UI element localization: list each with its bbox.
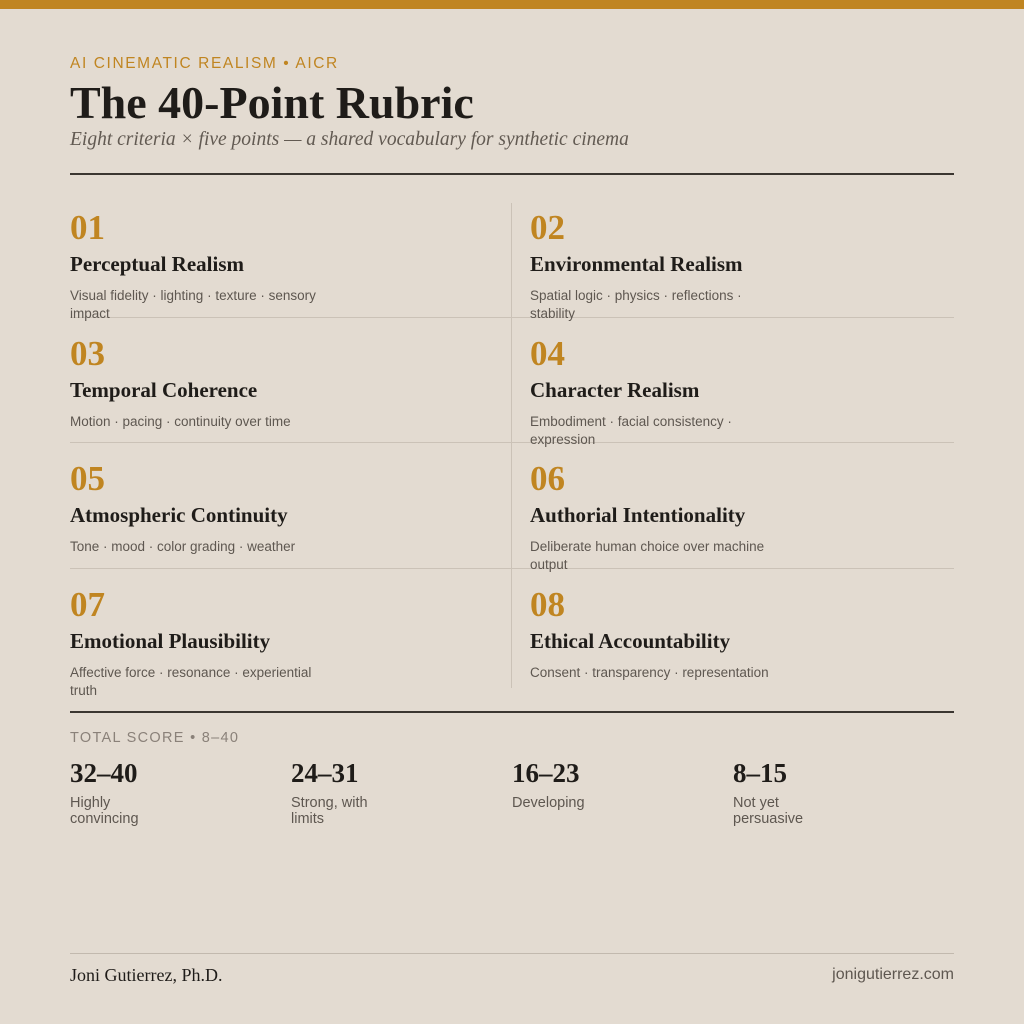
footer-divider [70,953,954,954]
score-band [733,759,933,828]
criterion-description: Spatial logic · physics · reflections · stability [530,288,742,321]
criterion-description: Embodiment · facial consistency · expression [530,414,732,447]
criterion-name: Atmospheric Continuity [70,503,288,527]
criterion-01 [70,210,370,322]
page-subtitle: Eight criteria × five points — a shared vocabulary for synthetic cinema [70,129,629,150]
criterion-description: Visual fidelity · lighting · texture · sensory impact [70,288,316,321]
total-score-label: TOTAL SCORE • 8–40 [70,730,240,746]
score-band-label: Highly convincing [70,794,139,828]
score-band [512,759,712,811]
header-divider [70,173,954,175]
criterion-number: 05 [70,459,105,498]
criterion-05 [70,461,370,556]
criterion-name: Environmental Realism [530,252,743,276]
criterion-description: Consent · transparency · representation [530,665,769,681]
score-band-range: 24–31 [291,758,359,788]
criterion-number: 04 [530,334,565,373]
criterion-06 [530,461,830,573]
author-name: Joni Gutierrez, Ph.D. [70,965,223,985]
criterion-number: 07 [70,585,105,624]
criterion-number: 01 [70,208,105,247]
criterion-number: 03 [70,334,105,373]
page-title: The 40-Point Rubric [70,77,474,128]
criterion-number: 08 [530,585,565,624]
criterion-description: Affective force · resonance · experiential truth [70,665,312,698]
criterion-name: Authorial Intentionality [530,503,746,527]
score-band-range: 32–40 [70,758,138,788]
criterion-description: Deliberate human choice over machine output [530,539,765,572]
kicker-label: AI CINEMATIC REALISM • AICR [70,55,339,72]
criterion-07 [70,587,370,699]
criterion-description: Tone · mood · color grading · weather [70,539,296,555]
criterion-number: 02 [530,208,565,247]
website-link[interactable]: jonigutierrez.com [832,966,954,983]
score-divider [70,711,954,713]
score-band-label: Strong, with limits [291,794,368,828]
criterion-name: Emotional Plausibility [70,629,271,653]
score-band-range: 16–23 [512,758,580,788]
criterion-08 [530,587,830,682]
score-band-range: 8–15 [733,758,787,788]
criterion-name: Perceptual Realism [70,252,244,276]
score-band-label: Developing [512,794,585,811]
score-band [70,759,270,828]
criterion-name: Character Realism [530,378,700,402]
criterion-name: Ethical Accountability [530,629,731,653]
score-band-label: Not yet persuasive [733,794,804,828]
score-band [291,759,491,828]
criterion-02 [530,210,830,322]
criterion-04 [530,336,830,448]
criterion-number: 06 [530,459,565,498]
criterion-name: Temporal Coherence [70,378,258,402]
column-divider [511,203,512,688]
criterion-03 [70,336,370,431]
top-accent-bar [0,0,1024,9]
criterion-description: Motion · pacing · continuity over time [70,414,291,430]
